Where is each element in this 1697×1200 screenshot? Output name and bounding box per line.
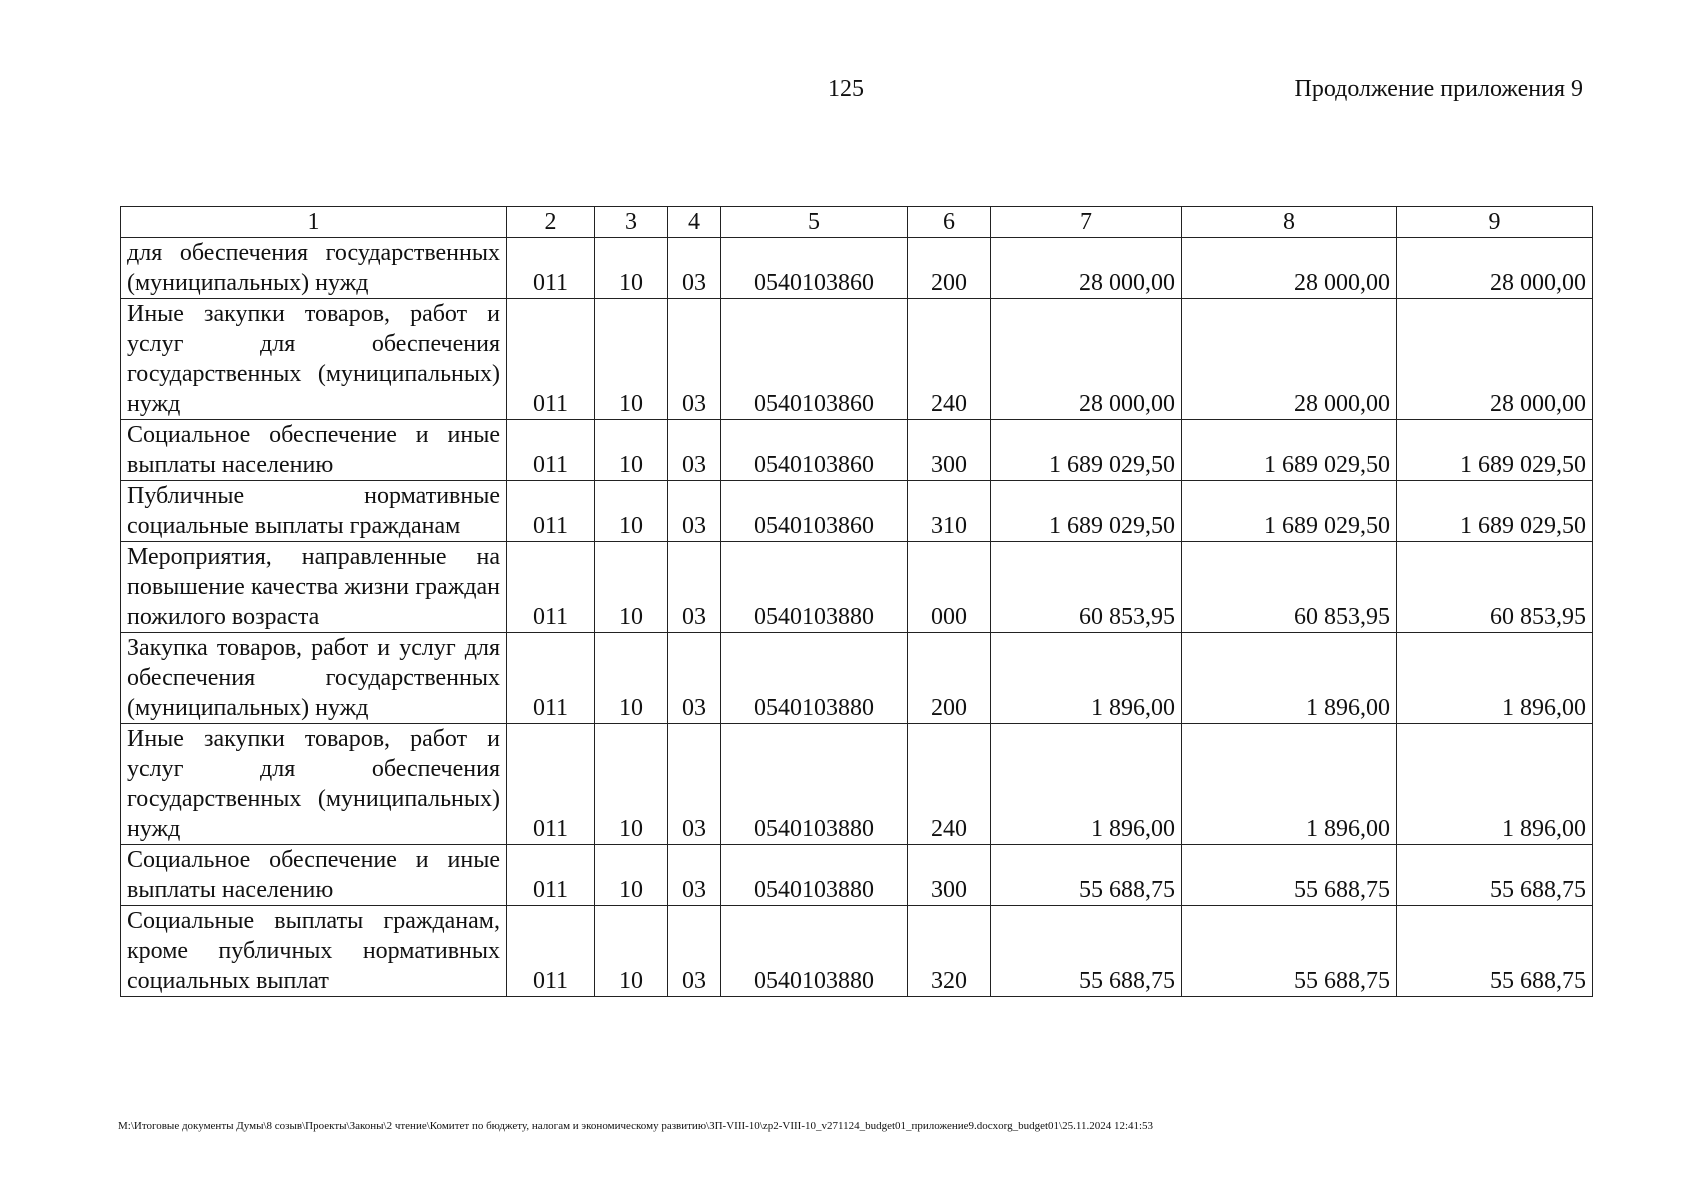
amount-col7: 1 896,00	[991, 724, 1182, 845]
table-row	[121, 906, 1593, 997]
ministry-code: 011	[507, 845, 595, 906]
subsection-code: 03	[668, 845, 721, 906]
row-description: Социальное обеспечение и иные выплаты населению	[121, 420, 507, 481]
page-number: 125	[828, 76, 864, 102]
column-header: 4	[668, 207, 721, 238]
amount-col8: 28 000,00	[1182, 238, 1397, 299]
row-description: для обеспечения государственных (муниципальных) нужд	[121, 238, 507, 299]
subsection-code: 03	[668, 238, 721, 299]
budget-table	[120, 206, 1593, 997]
subsection-code: 03	[668, 299, 721, 420]
target-article-code: 0540103880	[721, 633, 908, 724]
amount-col9: 1 689 029,50	[1397, 420, 1593, 481]
amount-col8: 60 853,95	[1182, 542, 1397, 633]
table-row	[121, 845, 1593, 906]
amount-col7: 28 000,00	[991, 299, 1182, 420]
column-header: 8	[1182, 207, 1397, 238]
ministry-code: 011	[507, 299, 595, 420]
amount-col8: 1 896,00	[1182, 633, 1397, 724]
target-article-code: 0540103880	[721, 906, 908, 997]
row-description: Социальное обеспечение и иные выплаты населению	[121, 845, 507, 906]
section-code: 10	[595, 633, 668, 724]
amount-col7: 55 688,75	[991, 845, 1182, 906]
expense-type-code: 000	[908, 542, 991, 633]
ministry-code: 011	[507, 238, 595, 299]
expense-type-code: 240	[908, 299, 991, 420]
expense-type-code: 300	[908, 845, 991, 906]
target-article-code: 0540103860	[721, 481, 908, 542]
section-code: 10	[595, 238, 668, 299]
subsection-code: 03	[668, 633, 721, 724]
ministry-code: 011	[507, 542, 595, 633]
amount-col9: 1 689 029,50	[1397, 481, 1593, 542]
section-code: 10	[595, 299, 668, 420]
ministry-code: 011	[507, 633, 595, 724]
amount-col8: 1 689 029,50	[1182, 481, 1397, 542]
target-article-code: 0540103880	[721, 724, 908, 845]
expense-type-code: 310	[908, 481, 991, 542]
section-code: 10	[595, 420, 668, 481]
table-row	[121, 299, 1593, 420]
expense-type-code: 240	[908, 724, 991, 845]
amount-col8: 28 000,00	[1182, 299, 1397, 420]
row-description: Иные закупки товаров, работ и услуг для обеспечения государственных (муниципальных) нужд	[121, 299, 507, 420]
table-row	[121, 633, 1593, 724]
section-code: 10	[595, 845, 668, 906]
subsection-code: 03	[668, 542, 721, 633]
table-row	[121, 238, 1593, 299]
row-description: Социальные выплаты гражданам, кроме публичных нормативных социальных выплат	[121, 906, 507, 997]
table-row	[121, 481, 1593, 542]
header-row	[121, 207, 1593, 238]
amount-col7: 1 689 029,50	[991, 420, 1182, 481]
subsection-code: 03	[668, 906, 721, 997]
section-code: 10	[595, 481, 668, 542]
file-path-footer: M:\Итоговые документы Думы\8 созыв\Проекты\Законы\2 чтение\Комитет по бюджету, налогам и экономическому развитию\ЗП-VIII-10\zp2-VIII-10_v271124_budget01_приложение9.docxorg_budget01\25.11.2024 12:41:53	[118, 1120, 1154, 1132]
expense-type-code: 300	[908, 420, 991, 481]
column-header: 6	[908, 207, 991, 238]
row-description: Иные закупки товаров, работ и услуг для обеспечения государственных (муниципальных) нужд	[121, 724, 507, 845]
column-header: 9	[1397, 207, 1593, 238]
amount-col9: 1 896,00	[1397, 724, 1593, 845]
amount-col7: 60 853,95	[991, 542, 1182, 633]
target-article-code: 0540103880	[721, 542, 908, 633]
subsection-code: 03	[668, 724, 721, 845]
expense-type-code: 200	[908, 238, 991, 299]
amount-col9: 28 000,00	[1397, 238, 1593, 299]
amount-col9: 1 896,00	[1397, 633, 1593, 724]
ministry-code: 011	[507, 420, 595, 481]
amount-col9: 60 853,95	[1397, 542, 1593, 633]
target-article-code: 0540103860	[721, 420, 908, 481]
column-header: 1	[121, 207, 507, 238]
column-header: 2	[507, 207, 595, 238]
amount-col9: 55 688,75	[1397, 906, 1593, 997]
target-article-code: 0540103860	[721, 238, 908, 299]
row-description: Публичные нормативные социальные выплаты гражданам	[121, 481, 507, 542]
target-article-code: 0540103880	[721, 845, 908, 906]
amount-col7: 28 000,00	[991, 238, 1182, 299]
amount-col7: 55 688,75	[991, 906, 1182, 997]
amount-col9: 28 000,00	[1397, 299, 1593, 420]
amount-col7: 1 689 029,50	[991, 481, 1182, 542]
column-header: 3	[595, 207, 668, 238]
column-header: 7	[991, 207, 1182, 238]
section-code: 10	[595, 542, 668, 633]
amount-col8: 1 689 029,50	[1182, 420, 1397, 481]
expense-type-code: 200	[908, 633, 991, 724]
section-code: 10	[595, 724, 668, 845]
amount-col9: 55 688,75	[1397, 845, 1593, 906]
row-description: Закупка товаров, работ и услуг для обеспечения государственных (муниципальных) нужд	[121, 633, 507, 724]
subsection-code: 03	[668, 481, 721, 542]
table-row	[121, 542, 1593, 633]
ministry-code: 011	[507, 906, 595, 997]
appendix-label: Продолжение приложения 9	[1294, 76, 1583, 102]
row-description: Мероприятия, направленные на повышение качества жизни граждан пожилого возраста	[121, 542, 507, 633]
section-code: 10	[595, 906, 668, 997]
ministry-code: 011	[507, 724, 595, 845]
amount-col8: 55 688,75	[1182, 906, 1397, 997]
amount-col8: 55 688,75	[1182, 845, 1397, 906]
ministry-code: 011	[507, 481, 595, 542]
expense-type-code: 320	[908, 906, 991, 997]
column-header: 5	[721, 207, 908, 238]
table-row	[121, 724, 1593, 845]
amount-col7: 1 896,00	[991, 633, 1182, 724]
table-row	[121, 420, 1593, 481]
amount-col8: 1 896,00	[1182, 724, 1397, 845]
subsection-code: 03	[668, 420, 721, 481]
target-article-code: 0540103860	[721, 299, 908, 420]
